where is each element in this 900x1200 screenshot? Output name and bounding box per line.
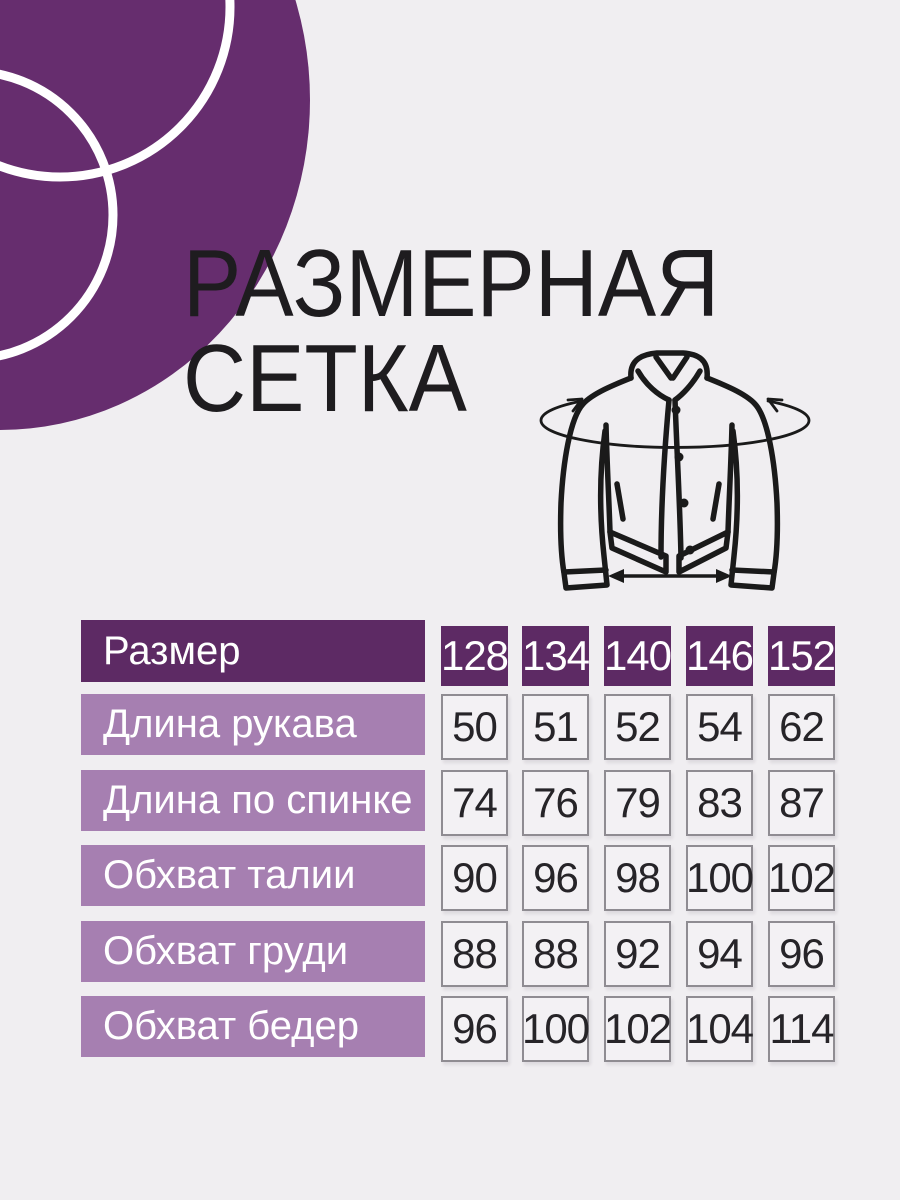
table-value-cell: 104 <box>686 996 753 1062</box>
table-value-cell: 92 <box>604 921 671 987</box>
page-title-line1: РАЗМЕРНАЯ <box>183 230 720 337</box>
jacket-outline <box>561 353 778 588</box>
size-column-header: 134 <box>522 626 589 686</box>
table-value-cell: 98 <box>604 845 671 911</box>
size-column-header: 140 <box>604 626 671 686</box>
page-title-line2: СЕТКА <box>183 325 467 432</box>
row-label: Длина рукава <box>103 702 357 746</box>
table-value-cell: 74 <box>441 770 508 836</box>
row-label: Обхват талии <box>103 853 356 897</box>
table-row-label-bar <box>81 845 425 906</box>
size-column-header: 128 <box>441 626 508 686</box>
table-header-label: Размер <box>103 628 241 673</box>
table-value-cell: 88 <box>522 921 589 987</box>
table-value-cell: 94 <box>686 921 753 987</box>
table-value-cell: 96 <box>768 921 835 987</box>
table-value-cell: 52 <box>604 694 671 760</box>
table-row-label-bar <box>81 770 425 831</box>
table-value-cell: 87 <box>768 770 835 836</box>
row-label: Длина по спинке <box>103 778 413 822</box>
table-value-cell: 96 <box>441 996 508 1062</box>
table-value-cell: 114 <box>768 996 835 1062</box>
size-table <box>81 620 835 1062</box>
size-column-header: 146 <box>686 626 753 686</box>
table-value-cell: 83 <box>686 770 753 836</box>
table-header-label-bar <box>81 620 425 682</box>
row-label: Обхват бедер <box>103 1004 359 1048</box>
table-value-cell: 50 <box>441 694 508 760</box>
table-row-label-bar <box>81 694 425 755</box>
table-value-cell: 76 <box>522 770 589 836</box>
table-value-cell: 102 <box>604 996 671 1062</box>
table-value-cell: 79 <box>604 770 671 836</box>
table-value-cell: 51 <box>522 694 589 760</box>
table-row-label-bar <box>81 921 425 982</box>
row-label: Обхват груди <box>103 929 349 973</box>
table-value-cell: 102 <box>768 845 835 911</box>
table-value-cell: 88 <box>441 921 508 987</box>
table-value-cell: 62 <box>768 694 835 760</box>
bomber-jacket-icon <box>530 345 830 605</box>
size-column-header: 152 <box>768 626 835 686</box>
table-row-label-bar <box>81 996 425 1057</box>
table-value-cell: 100 <box>686 845 753 911</box>
table-value-cell: 90 <box>441 845 508 911</box>
table-value-cell: 54 <box>686 694 753 760</box>
table-value-cell: 100 <box>522 996 589 1062</box>
table-value-cell: 96 <box>522 845 589 911</box>
